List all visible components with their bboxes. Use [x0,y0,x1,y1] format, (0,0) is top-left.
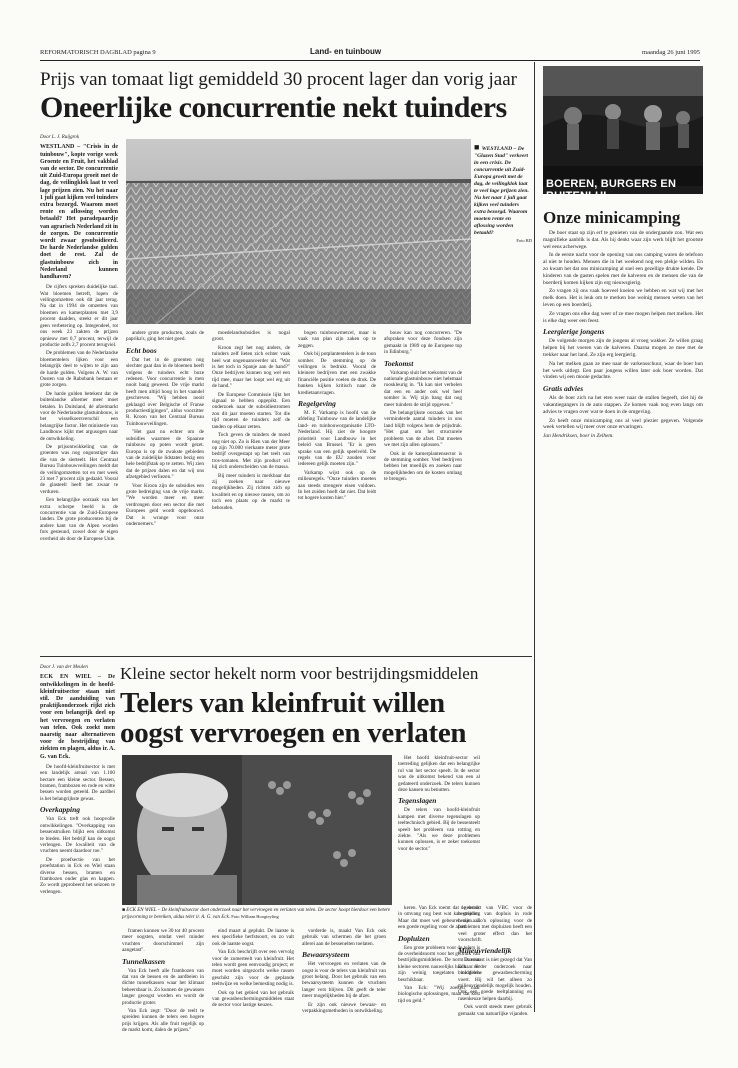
body-paragraph: Het vervroegen en verlaten van de oogst is voor de telers van kleinfruit van groot belang. Door het gebruik van een bewaarsysteem kunnen de vruchten langer vers blijven. Dit geeft de teler meer mogelijkheden bij de afzet. [302,961,386,1000]
greenhouse-photo-caption [474,144,532,244]
subheading-regelgeving: Regelgeving [298,399,336,409]
body-paragraph: Het hoofd kleinfruit-sector wil toetreding gelijken dat een belangrijke rol van het sector speelt. In de sector was de uitkomst bekend van een al gedateerd onderzoek. De telers kunnen deze kansen nu benutten. [398,755,480,794]
article2-column-3 [212,928,294,1018]
body-paragraph: Ook op het gebied van het gebruik van gewasbeschermingsmiddelen staat de sector voor lastige keuzes. [212,989,294,1009]
fruit-caption-text: ECK EN WIEL – De kleinfruitsector doet onderzoek naar het vervroegen en verlaten van telen. De sector hoopt hierdoor een betere prijsvorming te bereiken, aldus teler ir. A. G. van Eck. [122,908,391,920]
subheading-leergierige-jongens: Leergierige jongens [543,327,605,337]
body-paragraph: vorderde is, maakt Van Eck ook gebruik van schermen die het groen allerei aan de bessenelten toelaten. [302,928,386,947]
body-paragraph: De proefsectie van het proefstation in Eck en Wiel staan diverse bessen, bramen en frambozen onder glas en kappen. Zo wordt geprobeerd het seizoen te verlengen. [40,856,115,895]
sidebar-title: Onze minicamping [543,208,681,227]
sidebar-paragraph: Zo heeft onze minicamping ons al veel plezier gegeven. Volgende week vertellen wij meer over onze ervaringen. [543,417,703,431]
body-paragraph: M. F. Varkamp is hoofd van de afdeling Tuinbouw van de landelijke land- en tuinbouworganisatie LTO-Nederland. Hij ziet de hoogste prioriteit voor Landbouw in het beleid van Brussel. "Er is geen sprake van een gelijk speelveld. De regels van de EU zouden voor iedereen gelijk moeten zijn." [298,410,376,468]
sidebar-paragraph: In de eerste nacht voor de opening van ons camping waren de telefoon al niet te houden. Mensen die in het weekend nog een plekje wilden. En zo kwam het dat ons minicamping al snel een gezellige drukte kende. De kinderen van de gasten spelen met de kalveren en de mensen die van de boerderij komen kijken zijn erg nieuwsgierig. [543,252,703,286]
greenhouse-caption-text: WESTLAND – De "Glazen Stad" verkeert in een crisis. De concurrentie uit Zuid-Europa groeit met de dag, de veilingklok laat te veel lage prijzen zien. Nu het naar 1 juli gaat kijken veel tuinders extra bezorgd. Waarom moeten rente en aflossing worden betaald? [474,146,529,236]
subheading-bewaarsysteem: Bewaarsysteem [302,950,350,960]
article1-headline: Oneerlijke concurrentie nekt tuinders [40,91,507,124]
caption-bullet: ■ [474,142,482,152]
body-paragraph: De telers van hoofd-kleinfruit kampen met diverse tegenslagen op teeltechnisch gebied. Bij de bessenteelt speelt het probleem van rotting en ziekte. "Als we deze problemen kunnen oplossen, is er zeker toekomst voor de sector." [398,807,480,852]
body-paragraph: Dat het in de groenten nog slechter gaat dan in de bloemen heeft volgens de tuinders echt boze redenen. Voor concurrentie is men nooit bang geweest. De vrije markt heeft men altijd hoog in het vaandel geschreven. "Wij hebben nooit geklaagd over Belgische of Franse productiestijgingen", aldus voorzitter R. Kroon van het Centraal Bureau Tuinbouwveilingen. [126,356,204,427]
sidebar-paragraph: Ze vragen ons elke dag weer of ze mee mogen helpen met melken. Het is elke dag weer een feest. [543,310,703,324]
body-paragraph: bogen tuinbouwmetcel, maar is vaak van plan zijn zaken op te zeggen. [298,330,376,349]
body-paragraph: Bij meer tuinders is merkbaar dat zij zoeken naar nieuwe mogelijkheden. Zij richten zich op kwaliteit en op nieuwe rassen, om zo toch een plaats op de markt te behouden. [212,472,290,511]
article-divider [40,656,532,657]
article2-lead: ECK EN WIEL – De ontwikkelingen in de hoofd-kleinfruitsector staan niet stil. De aanduiding van praktijkonderzoek rijkt zich voor een belangrijk deel op het vervroegen en verlaten van telen. Ook zoekt men naarstig naar alternatieven voor de bestrijding van ziekten en plagen, aldus ir. A. G. van Eck. [40,674,115,760]
body-paragraph: Varkamp sluit het toekomst van de nationale glastuinbouw niet helemaal rooskleurig in. "Ik kan niet verhelen dat een en ander ook wel heel somber is. Wij zijn bang dat nog meer tuinders de strijd opgeven." [384,369,462,408]
body-paragraph: De hoofd-kleinfruitsector is met een landelijk areaal van 1.100 hectare een kleine sector. Bessen, bramen, frambozen en rode en witte bessen worden geteeld. De aardbei is het belangrijkste gewas. [40,763,115,802]
body-paragraph: Kroon zegt het nog anders, de tuinders zelf lieten zich echter vaak heel wat ongenuanceerder uit. "Wat is het toch in Spanje aan de hand?" Onze bedrijven kunnen nog wel een tijd mee, maar het loopt wel erg uit de hand." [212,344,290,390]
article1-column-5 [384,330,462,650]
sidebar-paragraph: De volgende morgen zijn de jongens al vroeg wakker. Ze willen graag helpen bij het voeren van de kalveren. Daarna mogen ze mee met de trekker naar het land. Ze zijn erg leergierig. [543,338,703,358]
body-paragraph: Van Eck treft ook hoopvolle ontwikkelingen. "Overkapping van bessenstruiken blijkt een uitkomst te bieden. Het bedrijf kan de oogst verlengen. De kwaliteit van de vruchten neemt daardoor toe." [40,816,115,855]
article1-kicker: Prijs van tomaat ligt gemiddeld 30 procent lager dan vorig jaar [40,69,517,90]
body-paragraph: De cijfers spreken duidelijke taal. Wat bloemen betreft, lopen de veilingomzetten ook dit jaar terug. Na dat in 1994 de omzetten van bloemen en kamerplanten met 3,9 procent daalden, steekt er dit jaar geen verbetering op. Integendeel, tot ons week 23 zakten de prijzen opnieuw met 0,7 procent, terwijl de productie zelfs 2,7 procent terugviel. [40,284,118,348]
greenhouse-photo [126,139,471,324]
article1-byline: Door L. J. Ruijgrok [40,135,80,140]
subheading-echt-boos: Echt boos [126,345,157,355]
body-paragraph: Daarnaast is niet gezegd dat Van Eck verder onderzoek naar biologische gewasbescherming voert. Hij wil het alleen zo milieuvriendelijk mogelijk houden. Ook een goede teeltplanning en rasenkeuze helpen daarbij. [458,957,532,1002]
article1-lead: WESTLAND – "Crisis in de tuinbouw", kopte vorige week Groente en Fruit, het vakblad van de sector. De concurrentie uit Zuid-Europa groeit met de dag, de veilingklok laat te veel lage prijzen zien. Nu het naar 1 juli gaat kijken veel tuinders extra bezorgd. Waarom moet rente en aflossing worden betaald? Het paradepaardje van agrarisch Nederland zit in de zorgen. De concurrentie wordt zwaar gesubsidieerd. De harde Nederlandse gulden doet de rest. Zal de glastuinbouw zich in Nederland kunnen handhaven? [40,144,118,281]
subheading-gratis-advies: Gratis advies [543,384,584,394]
article1-column-3 [212,330,290,650]
paper-name: REFORMATORISCH DAGBLAD pagina 9 [40,49,156,56]
body-paragraph: De prijsontwikkeling van de groenten was nog ongunstiger dan die van de sierteelt. Het Centraal Bureau Tuinbouwveilingen meldt dat de veilingomzetten tot en met week 23 met 7 procent zijn gedaald. Vooral de glasteelt heeft het zwaar te verduren. [40,444,118,495]
subheading-milieuvriendelijk: Milieuvriendelijk [458,946,512,956]
body-paragraph: Een grote probleem voor de telers is de overheidsnorm voor het gebruik van bestrijdingsmiddelen. De norm is voor kleine sectoren nauwelijks haalbaar. Er zijn weinig toegelaten middelen beschikbaar. [398,944,480,983]
body-paragraph: "Het gaat nu echter om de subsidies waarmee de Spaanse tuinbouw op poten wordt gezet. Europa is op de zwakste gebieden van de zuidelijke lidstaten bezig een hele bedrijfstak op te zetten. Wij zien dat de prijzen dalen en dat wij ons afzetgebied verliezen." [126,429,204,481]
subheading-tegenslagen: Tegenslagen [398,796,437,806]
sidebar-signature: Jan Hendriksen, boer in Zelhem. [543,433,614,440]
body-paragraph: Van Eck: "Wij zoeken naar biologische oplossingen, maar dat kost tijd en geld." [398,985,480,1004]
sidebar-paragraph: Als de boer zich na het eten weer naar de stallen begeeft, ziet hij de vakantiegangers in de auto stappen. Ze komen vaak nog even langs om advies te vragen over wat te doen in de omgeving. [543,395,703,415]
body-paragraph: andere grote producten, zoals de paprika's, ging het niet goed. [126,330,204,343]
subheading-overkapping: Overkapping [40,805,80,815]
issue-date: maandag 26 juni 1995 [642,49,700,56]
body-paragraph: Ook wordt steeds meer gebruik gemaakt van natuurlijke vijanden. [458,1004,532,1017]
article1-column-1 [40,135,118,651]
body-paragraph: Er zijn ook nieuwe bewaar- en verpakkingsmethoden in ontwikkeling. [302,1001,386,1015]
body-paragraph: Ook bij potplantentelers is de toon somber. De stemming op de veilingen is bedrukt. Vooral de kleinere bedrijven met een zwakke financiële positie voelen de druk. De banken kijken kritisch naar de kredietaanvragen. [298,351,376,396]
body-paragraph: De Europese Commissie lijkt het signaal te hebben opgepikt. Een onderzoek naar de subsidiestromen zou dit jaar moeten starten. Tot die tijd moeten de tuinders zelf de tanden op elkaar zetten. [212,391,290,430]
fruit-photo-credit: Foto William Hoogteyling [231,914,279,919]
greenhouse-photo-credit: Foto RD [516,238,532,243]
article2-column-1 [40,665,115,1015]
article2-column-2 [122,928,204,1034]
sidebar-paragraph: Zo vragen zij ons vaak hoeveel koeien we hebben en wat wij met het melk doen. Het is leuk om te merken hoe weinig mensen weten van het leven op een boerderij. [543,288,703,308]
body-paragraph: Toch geven de tuinders de moed nog niet op. Zo is Rien van der Meer op zijn 70.000 vierkante meter grote bedrijf overgestapt op het teelt van tros-tomaten. Met zijn product wil hij zich onderscheiden van de massa. [212,432,290,471]
page-header [40,48,700,61]
sidebar-paragraph: De boer staat op zijn erf te genieten van de ondergaande zon. Wat een magnifieke aanblik is dat. Als hij denkt waar zijn werk blijft het grootste wel eens acherwege. [543,230,703,250]
body-paragraph: framen kunnen we 30 tot 40 procent meer oogsten, omdat veel minder vruchten doorschimmel zijn aangetast". [122,928,204,954]
fruit-grower-photo [122,755,392,905]
fruit-grower-caption [122,908,392,921]
column-divider [534,62,535,1012]
body-paragraph: Ook in de kamerplantensector is de stemming somber. Veel bedrijven hebben het moeilijk en zoeken naar mogelijkheden om de kosten omlaag te brengen. [384,450,462,483]
body-paragraph: Van Eck beschrijft over een vervolg voor de zomerteelt van kleinfruit. Het telen wordt geen eenvoudig project; er moet worden uitgezocht welke rassen geschikt zijn voor de geplande teeltwijze en welke bemesting nodig is. [212,949,294,988]
body-paragraph: Van Eck zegt: "Door de teelt te spreiden kunnen de telers een hogere prijs krijgen. Als alle fruit tegelijk op de markt komt, dalen de prijzen." [122,1008,204,1034]
body-paragraph: bouw kan nog concurreren. "De afspraken voor deze fondsen zijn gemaakt in 1989 op de Europese top in Edinburg." [384,330,462,356]
article2-byline: Door J. van der Meulen [40,665,88,670]
sidebar-text [543,230,703,1010]
sidebar-paragraph: Na het melken gaan ze mee naar de varkensschuur, waar de boer hun het werk uitlegt. Een paar jongens willen later ook boer worden. Dat vinden wij een mooie gedachte. [543,360,703,381]
body-paragraph: Van Eck heeft alle frambozen van dat van de bessen en de aardbeien in dichte tunnelkassen waar het klimaat beheersbaar is. Zo kunnen de gewassen langer geoogst worden en wordt de productie groter. [122,967,204,1006]
section-name: Land- en tuinbouw [310,47,382,56]
subheading-tunnelkassen: Tunnelkassen [122,956,166,966]
subheading-dopluizen: Dopluizen [398,933,430,943]
body-paragraph: De problemen van de Nederlandse bloementelers lijken voor een belangrijk deel te wijten te zijn aan de harde gulden. Volgens A. W. van Oosten van de Rabobank bestaan er grote zorgen. [40,350,118,389]
body-paragraph: gebruikt van VBC voor de bestrijding van dopluis in rode bessen. Zo'n oplossing voor de problemen met dopluizen heeft een veel groter effect dan het voorschrift. [458,905,532,944]
body-paragraph: De belangrijkste oorzaak van het verminderde aantal tuinders in ons land blijft volgens hem de prijsdruk. "Het gaat om het structurele probleem van de afzet. Dat moeten we met zijn allen oplossen." [384,410,462,449]
caption-bullet: ■ [122,908,127,913]
body-paragraph: De harde gulden betekent dat de buitenlandse afnemer meer moet betalen. In Duitsland, dé afzetmarkt voor de Nederlandse glastuinbouw, is het wisselkoersverschil een belangrijke factor. Het ministerie van Landbouw kijkt met argusogen naar de ontwikkeling. [40,390,118,442]
subheading-toekomst: Toekomst [384,358,414,368]
article2-column-4 [302,928,386,1018]
sidebar-cartoon [543,66,703,194]
body-paragraph: keren. Van Eck roemt dat de sector in omvang nog best wat kan groeien. Maar dat moet wel gebeuren zijn aan een goede regeling voor de afzet. [398,905,480,931]
body-paragraph: Varkamp wijst ook op de milieuregels. "Onze tuinders moeten aan steeds strengere eisen voldoen. In het zuiden hoeft dat niet. Dat leidt tot hogere kosten hier." [298,469,376,502]
body-paragraph: Een belangrijke oorzaak van het extra scherpe beeld is de concurrentie van de Zuid-Europese landen. De grote producenten bij de andere kant van de Alpen worden fors gesteund, zowel door de eigen overheid als door de Europese Unie. [40,497,118,542]
article1-column-4 [298,330,376,650]
article2-kicker: Kleine sector hekelt norm voor bestrijdingsmiddelen [120,664,479,683]
article2-headline: Telers van kleinfruit willen oogst vervroegen en verlaten [120,687,467,749]
sidebar-banner: BOEREN, BURGERS EN BUITENLUI [546,178,677,202]
body-paragraph: eind maart al geplukt. De laatste is een specifieke herfstsoort, en zo valt ook de laatste oogst. [212,928,294,947]
body-paragraph: Voor Kroon zijn de subsidies een grote bedreiging van de vrije markt. "We worden meer en meer verdrongen door een sector die met Europees geld wordt opgebouwd. Dat is wrange voor onze ondernemers." [126,482,204,527]
body-paragraph: moedelandsubsidies is nogal groot. [212,330,290,343]
article1-column-2 [126,330,204,650]
article2-column-7 [458,905,532,1017]
